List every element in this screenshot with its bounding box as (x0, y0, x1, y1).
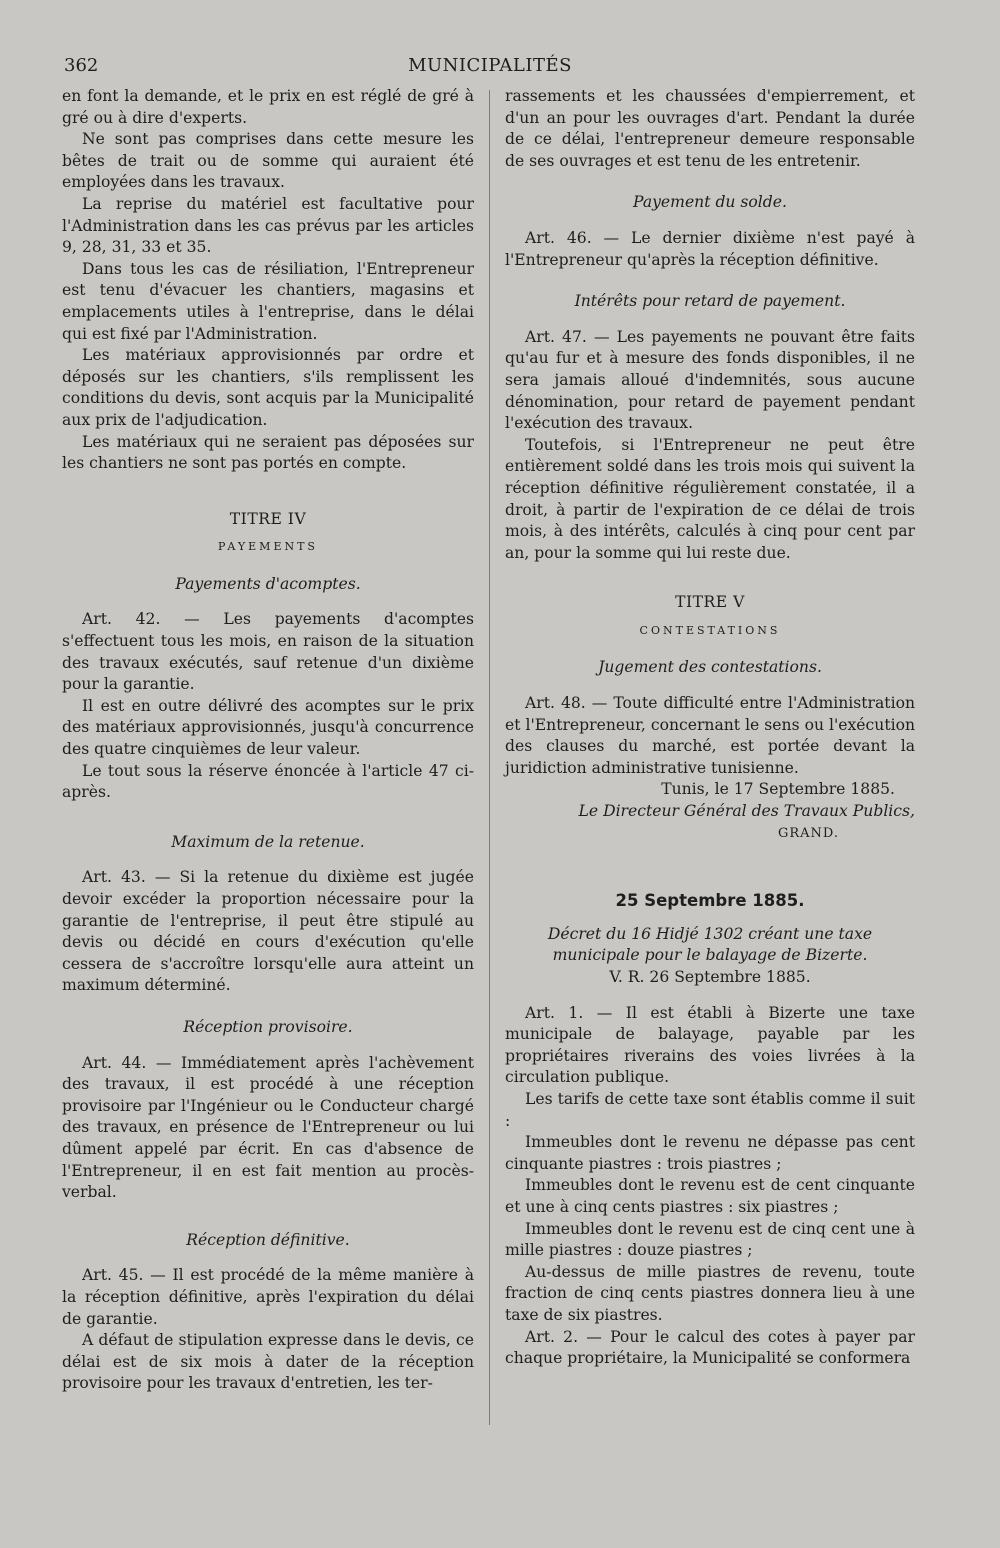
section-heading: CONTESTATIONS (639, 623, 781, 637)
title-heading: TITRE IV (229, 509, 307, 528)
publication-reference: V. R. 26 Septembre 1885. (609, 968, 811, 986)
article: Art. 2. — Pour le calcul des cotes à payer par chaque propriétaire, la Municipalité se conformera (505, 1327, 915, 1368)
subsection-heading: Maximum de la retenue. (171, 832, 365, 851)
paragraph: Le tout sous la réserve énoncée à l'article 47 ci-après. (62, 761, 474, 802)
paragraph: Les matériaux approvisionnés par ordre et déposés sur les chantiers, s'ils remplissent les conditions du devis, sont acquis par la Municipalité aux prix de l'adjudication. (62, 346, 474, 429)
subsection-heading: Réception définitive. (186, 1230, 350, 1249)
paragraph: rassements et les chaussées d'empierrement, et d'un an pour les ouvrages d'art. Pendant la durée de ce délai, l'entrepreneur demeure responsable de ses ouvrages et est tenu de les entretenir. (505, 87, 915, 170)
tariff-item: Immeubles dont le revenu ne dépasse pas cent cinquante piastres : trois piastres ; (505, 1133, 915, 1173)
article: Art. 42. — Les payements d'acomptes s'effectuent tous les mois, en raison de la situation des travaux exécutés, sauf retenue d'un dixième pour la garantie. (62, 610, 474, 694)
running-title: MUNICIPALITÉS (408, 55, 572, 76)
article: Art. 45. — Il est procédé de la même manière à la réception définitive, après l'expiration du délai de garantie. (62, 1266, 474, 1328)
article: Art. 46. — Le dernier dixième n'est payé à l'Entrepreneur qu'après la réception définitive. (505, 228, 915, 269)
tariff-item: Immeubles dont le revenu est de cent cinquante et une à cinq cents piastres : six piastres ; (505, 1176, 915, 1216)
paragraph: en font la demande, et le prix en est réglé de gré à gré ou à dire d'experts. (62, 87, 474, 127)
subsection-heading: Intérêts pour retard de payement. (574, 292, 846, 311)
article: Art. 47. — Les payements ne pouvant être faits qu'au fur et à mesure des fonds disponibles, il ne sera jamais alloué d'indemnités, sous aucune dénomination, pour retard de payement pendant l'exécution des travaux. (505, 327, 915, 433)
tariff-item: Au-dessus de mille piastres de revenu, toute fraction de cinq cents piastres donnera lieu à une taxe de six piastres. (505, 1262, 915, 1324)
tariff-item: Immeubles dont le revenu est de cinq cent une à mille piastres : douze piastres ; (505, 1219, 915, 1260)
left-column (62, 86, 474, 1395)
paragraph: Ne sont pas comprises dans cette mesure les bêtes de trait ou de somme qui auraient été employées dans les travaux. (62, 130, 474, 192)
article: Art. 43. — Si la retenue du dixième est jugée devoir excéder la proportion nécessaire pour la garantie de l'entreprise, il peut être stipulé au devis ou décidé en cours d'exécution qu'elle cessera de s'accroître lorsqu'elle aura atteint un maximum déterminé. (62, 868, 474, 995)
page-number: 362 (64, 55, 99, 76)
signature-name: GRAND. (777, 825, 839, 841)
signature-place-date: Tunis, le 17 Septembre 1885. (661, 780, 895, 799)
paragraph: Il est en outre délivré des acomptes sur le prix des matériaux approvisionnés, jusqu'à concurrence des quatre cinquièmes de leur valeur. (62, 696, 474, 759)
date-heading: 25 Septembre 1885. (615, 891, 805, 911)
paragraph: Dans tous les cas de résiliation, l'Entrepreneur est tenu d'évacuer les chantiers, magasins et emplacements utiles à l'entreprise, dans le délai qui est fixé par l'Administration. (62, 259, 474, 343)
subsection-heading: Réception provisoire. (183, 1017, 353, 1036)
article: Art. 44. — Immédiatement après l'achèvement des travaux, il est procédé à une réception provisoire par l'Ingénieur ou le Conducteur chargé des travaux, en présence de l'Entrepreneur ou lui dûment appelé par écrit. En cas d'absence de l'Entrepreneur, il en est fait mention au procès-verbal. (62, 1053, 474, 1202)
paragraph: La reprise du matériel est facultative pour l'Administration dans les cas prévus par les articles 9, 28, 31, 33 et 35. (62, 194, 474, 257)
signature-title: Le Directeur Général des Travaux Publics, (578, 802, 915, 821)
paragraph: Les matériaux qui ne seraient pas déposées sur les chantiers ne sont pas portés en compte. (62, 432, 474, 473)
subsection-heading: Payements d'acomptes. (175, 574, 361, 593)
right-column (505, 86, 915, 1370)
subsection-heading: Payement du solde. (633, 193, 787, 212)
paragraph: Les tarifs de cette taxe sont établis comme il suit : (505, 1089, 915, 1130)
section-heading: PAYEMENTS (218, 540, 318, 554)
subsection-heading: Jugement des contestations. (598, 658, 822, 677)
paragraph: A défaut de stipulation expresse dans le devis, ce délai est de six mois à dater de la réception provisoire pour les travaux d'entretien, les ter- (62, 1331, 474, 1393)
article: Art. 1. — Il est établi à Bizerte une taxe municipale de balayage, payable par les propriétaires riverains des voies livrées à la circulation publique. (505, 1003, 915, 1087)
title-heading: TITRE V (675, 593, 745, 612)
article: Art. 48. — Toute difficulté entre l'Administration et l'Entrepreneur, concernant le sens ou l'exécution des clauses du marché, est portée devant la juridiction administrative tunisienne. (505, 694, 915, 777)
paragraph: Toutefois, si l'Entrepreneur ne peut être entièrement soldé dans les trois mois qui suivent la réception définitive régulièrement constatée, il a droit, à partir de l'expiration de ce délai de trois mois, à des intérêts, calculés à cinq pour cent par an, pour la somme qui lui reste due. (505, 435, 915, 562)
column-divider (489, 90, 490, 1425)
decree-title: Décret du 16 Hidjé 1302 créant une taxe municipale pour le balayage de Bizerte. (547, 924, 873, 965)
